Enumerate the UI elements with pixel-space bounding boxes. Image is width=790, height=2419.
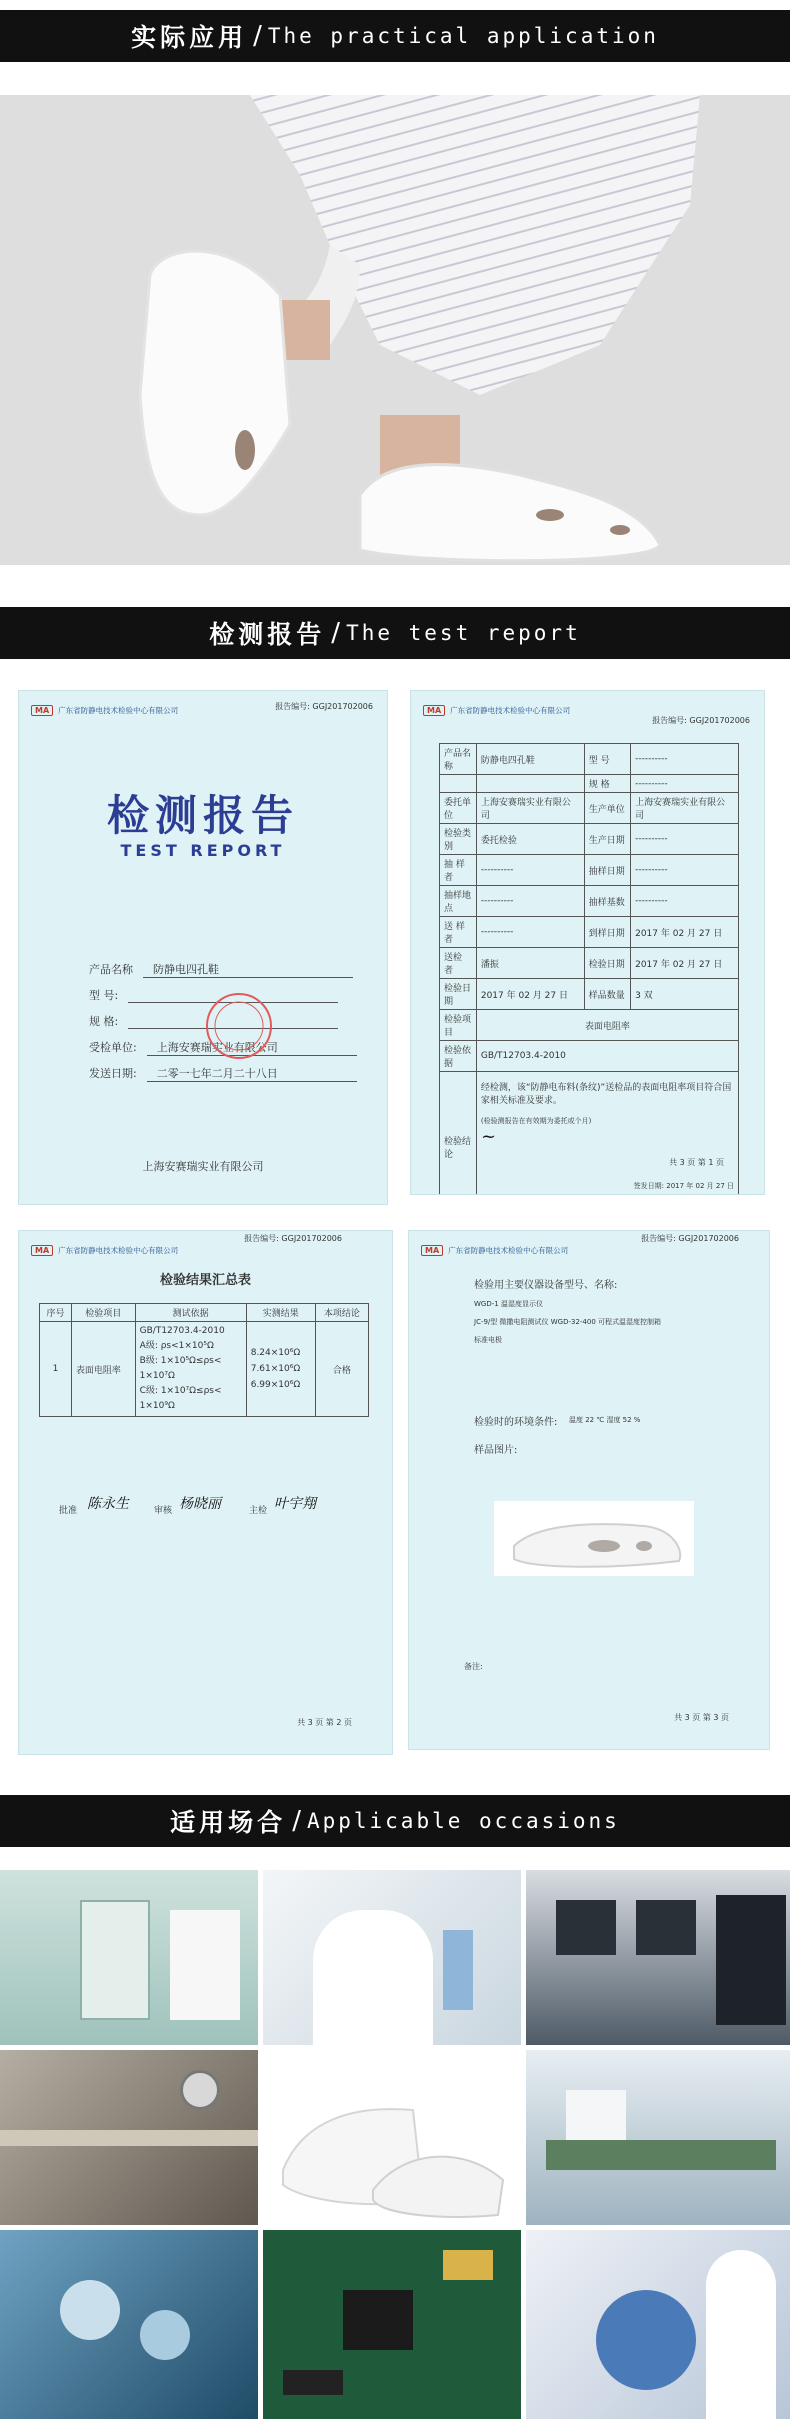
table-row: 检验日期 2017 年 02 月 27 日 样品数量 3 双	[440, 979, 739, 1010]
role-review: 审核	[154, 1506, 173, 1516]
section-title-zh: 检测报告	[209, 620, 326, 649]
report-cover-page	[18, 690, 388, 1205]
ma-logo: MA	[31, 1245, 53, 1256]
table-row: 委托单位 上海安赛瑞实业有限公司 生产单位 上海安赛瑞实业有限公司	[440, 793, 739, 824]
section-title-en: The test report	[346, 621, 581, 645]
table-row: 送检 者 潘振 检验日期 2017 年 02 月 27 日	[440, 948, 739, 979]
section-title-zh: 实际应用	[131, 23, 248, 52]
page-number: 共 3 页 第 3 页	[674, 1713, 729, 1722]
lab-name: 广东省防静电技术检验中心有限公司	[450, 705, 571, 715]
photo-assembly-line	[526, 2050, 790, 2225]
section-banner-occasions	[0, 1795, 790, 1847]
photo-laboratory	[263, 1870, 521, 2045]
table-row: 检验依据 GB/T12703.4-2010	[440, 1041, 739, 1072]
signature: ~	[481, 1126, 497, 1147]
lab-name: 广东省防静电技术检验中心有限公司	[58, 705, 179, 715]
photo-computer-room	[526, 1870, 790, 2045]
table-row: 抽样地点 ---------- 抽样基数 ----------	[440, 886, 739, 917]
environment-value: 温度 22 ℃ 湿度 52 %	[569, 1416, 641, 1424]
section-banner-practical	[0, 10, 790, 62]
photo-shoes	[263, 2050, 521, 2225]
section-banner-report	[0, 607, 790, 659]
section-slash: /	[331, 618, 341, 648]
signature-approve: 陈永生	[87, 1496, 129, 1512]
equipment-label: 检验用主要仪器设备型号、名称:	[474, 1280, 618, 1291]
cover-field: 发送日期: 二零一七年二月二十八日	[89, 1065, 357, 1082]
summary-title: 检验结果汇总表	[159, 1273, 251, 1288]
photo-wafer-worker	[526, 2230, 790, 2419]
table-row: 序号 检验项目 测试依据 实测结果 本项结论	[40, 1304, 369, 1322]
lab-name: 广东省防静电技术检验中心有限公司	[58, 1245, 179, 1255]
occasion-photo-grid	[0, 1870, 790, 2419]
role-approve: 批准	[59, 1506, 78, 1516]
table-row: 1 表面电阻率 GB/T12703.4-2010 A级: ρs<1×10⁵Ω B级: 1×10⁵Ω≤ρs< 1×10⁷Ω C级: 1×10⁷Ω≤ρs< 1×10⁹Ω 8.24×10⁶Ω 7.61×10⁶Ω 6.99×10⁶Ω 合格	[40, 1322, 369, 1417]
role-main: 主检	[249, 1506, 268, 1516]
remark-label: 备注:	[464, 1662, 483, 1671]
section-title-en: The practical application	[267, 24, 659, 48]
ma-logo: MA	[421, 1245, 443, 1256]
section-slash: /	[292, 1806, 301, 1836]
report-info-page	[410, 690, 765, 1195]
section-title-zh: 适用场合	[170, 1808, 287, 1837]
report-number: 报告编号: GGJ201702006	[244, 1234, 342, 1243]
photo-circuit-board	[263, 2230, 521, 2419]
cover-footer: 上海安赛瑞实业有限公司	[142, 1160, 264, 1173]
test-report-grid	[0, 660, 790, 1770]
hero-illustration	[0, 95, 790, 565]
photo-cleanroom	[0, 1870, 258, 2045]
red-seal-stamp	[204, 991, 274, 1061]
conclusion-text: 经检测，该“防静电布料(条纹)”送检品的表面电阻率项目符合国家相关标准及要求。	[480, 1083, 732, 1106]
report-number: 报告编号: GGJ201702006	[652, 716, 750, 725]
table-row: 产品名称 防静电四孔鞋 型 号 ----------	[440, 744, 739, 775]
photo-operating-room	[0, 2230, 258, 2419]
cover-field: 受检单位: 上海安赛瑞实业有限公司	[89, 1039, 357, 1056]
ma-logo: MA	[423, 705, 445, 716]
table-row: 检验结论 经检测，该“防静电布料(条纹)”送检品的表面电阻率项目符合国家相关标准及要求。 (检验测报告在有效期为委托或个月) 签发日期: 2017 年 02 月 27 日	[440, 1072, 739, 1196]
lab-name: 广东省防静电技术检验中心有限公司	[448, 1245, 569, 1255]
table-row: 检验项目 表面电阻率	[440, 1010, 739, 1041]
sample-shoe-photo	[494, 1501, 694, 1576]
environment-label: 检验时的环境条件:	[474, 1417, 558, 1428]
ma-logo: MA	[31, 705, 53, 716]
table-row: 抽 样 者 ---------- 抽样日期 ----------	[440, 855, 739, 886]
report-number: 报告编号: GGJ201702006	[641, 1234, 739, 1243]
sample-photo-label: 样品图片:	[474, 1445, 518, 1456]
table-row: 规 格 ----------	[440, 775, 739, 793]
signature-main: 叶宇翔	[274, 1496, 316, 1512]
hero-shoe-photo	[0, 95, 790, 565]
page-number: 共 3 页 第 1 页	[669, 1158, 724, 1167]
sign-date: 签发日期: 2017 年 02 月 27 日	[633, 1182, 734, 1190]
cover-subtitle: TEST REPORT	[120, 841, 286, 860]
cover-field: 规 格:	[89, 1013, 338, 1029]
cover-title: 检测报告	[106, 791, 299, 840]
report-number: 报告编号: GGJ201702006	[275, 702, 373, 711]
conclusion-note: (检验测报告在有效期为委托或个月)	[480, 1117, 592, 1125]
cover-field: 产品名称 防静电四孔鞋	[89, 961, 353, 978]
equipment-line: 标准电极	[474, 1336, 502, 1344]
report-equipment-page	[408, 1230, 770, 1750]
summary-table	[39, 1303, 369, 1417]
table-row: 送 样 者 ---------- 到样日期 2017 年 02 月 27 日	[440, 917, 739, 948]
report-summary-page	[18, 1230, 393, 1755]
section-slash: /	[253, 21, 262, 51]
cover-field: 型 号:	[89, 987, 338, 1003]
table-row: 检验类别 委托检验 生产日期 ----------	[440, 824, 739, 855]
signature-review: 杨晓丽	[179, 1496, 221, 1512]
equipment-line: JC-9/型 微撒电阻测试仪 WGD-32-400 可程式温湿度控制箱	[474, 1318, 662, 1326]
page-number: 共 3 页 第 2 页	[297, 1718, 352, 1727]
section-title-en: Applicable occasions	[306, 1809, 620, 1833]
equipment-line: WGD-1 温湿度显示仪	[474, 1300, 543, 1308]
photo-pipes-factory	[0, 2050, 258, 2225]
occasion-shoes-svg	[263, 2050, 521, 2225]
